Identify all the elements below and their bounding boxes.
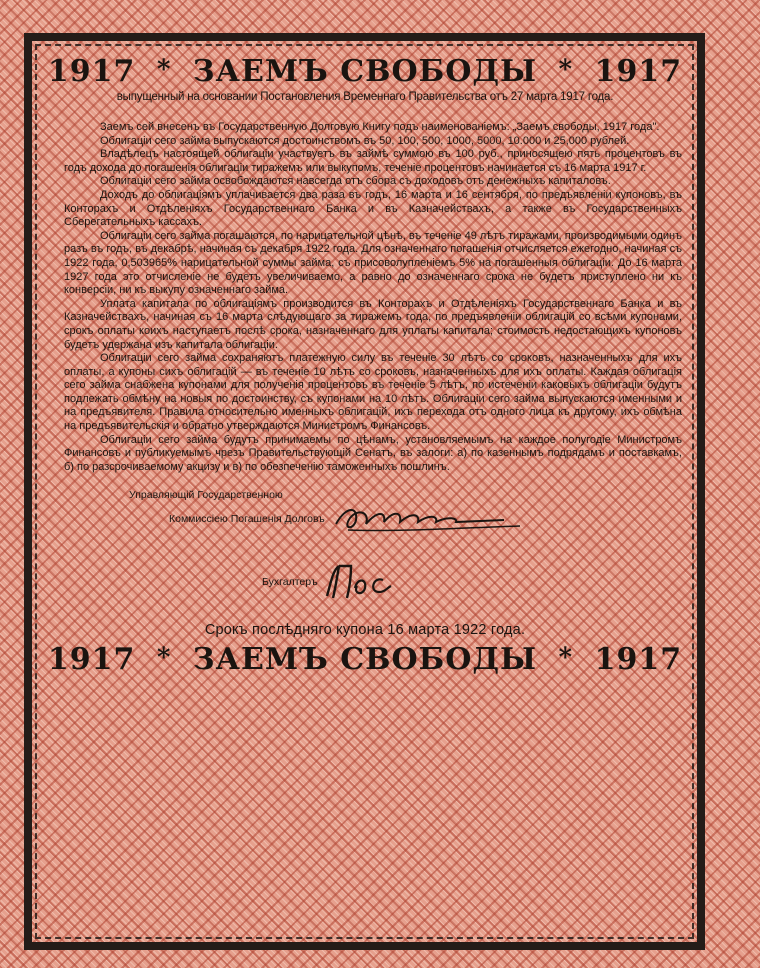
header-star-right: * [558, 55, 574, 85]
header-year-right: 1917 [594, 54, 683, 89]
last-coupon-date: Срокъ послѣдняго купона 16 марта 1922 года. [204, 622, 526, 639]
paragraph-6: Облигаціи сего займа погашаются, по нарицательной цѣнѣ, въ теченіе 49 лѣтъ тиражами, производимыми одинъ разъ въ годъ, въ декабрѣ, начиная съ декабря 1922 года. Для означеннаго погашенія отчисляется ежегодно, начиная съ 1922 года, 0,503965% нарицательной суммы займа, съ присоволупленіемъ 5% на погашенныя облигаціи. До 16 марта 1927 года это отчисленіе не будетъ увеличиваемо, а равно до означеннаго срока не будетъ приступлено ни къ конверсіи, ни къ выкупу означеннаго займа. [64, 229, 682, 297]
footer-year-left: 1917 [47, 642, 136, 678]
paragraph-2: Облигаціи сего займа выпускаются достоинствомъ въ 50, 100, 500, 1000, 5000, 10.000 и 25,000 рублей. [100, 134, 630, 147]
header-loan-title: ЗАЕМЪ СВОБОДЫ [192, 54, 538, 89]
footer-year-right: 1917 [594, 642, 683, 678]
footer-star-left: * [156, 643, 172, 674]
signature-accountant [321, 562, 401, 602]
body-text [64, 121, 682, 474]
signatory-line-1: Управляющій Государственною [129, 489, 283, 502]
footer-star-right: * [558, 643, 574, 674]
paragraph-9: Облигаціи сего займа будутъ принимаемы по цѣнамъ, установляемымъ на каждое полугодіе Министромъ Финансовъ и публикуемымъ чрезъ Правительствующій Сенатъ, въ залоги: а) по казеннымъ подрядамъ и поставкамъ, б) по разсрочиваемому акцизу и в) по обезпеченію таможенныхъ пошлинъ. [64, 433, 682, 473]
signatory-line-2: Коммиссіею Погашенія Долговъ [169, 513, 325, 526]
paragraph-3: Владѣлецъ настоящей облигаціи участвуетъ въ займѣ суммою въ 100 руб., приносящею пять процентовъ въ годъ дохода до погашенія облигаціи тиражемъ или выкупомъ, теченіе процентовъ начинается съ 16 марта 1917 г. [64, 148, 682, 174]
signatory-block [129, 488, 694, 536]
paragraph-5: Доходъ до облигаціямъ уплачивается два раза въ годъ, 16 марта и 16 сентября, по предъявленіи купоновъ, въ Конторахъ и Отдѣленіяхъ Государственнаго Банка и въ Казначействахъ, а также въ Государственныхъ Сберегательныхъ кассахъ. [64, 188, 682, 229]
accountant-block [262, 562, 694, 602]
paragraph-4: Облигаціи сего займа освобождаются навсегда отъ сбора съ доходовъ отъ денежныхъ капиталовъ. [100, 175, 611, 188]
footer-loan-title: ЗАЕМЪ СВОБОДЫ [192, 642, 538, 678]
signature-director [328, 502, 528, 536]
bond-document [36, 46, 694, 939]
accountant-label: Бухгалтеръ [262, 576, 318, 589]
footer-title [36, 642, 694, 679]
subtitle-decree: выпущенный на основании Постановления Временнаго Правительства отъ 27 марта 1917 года. [116, 91, 614, 103]
paragraph-8: Облигаціи сего займа сохраняютъ платежную силу въ теченіе 30 лѣтъ со сроковъ, назначенныхъ для ихъ оплаты, а купоны сихъ облигацій — въ теченіе 10 лѣтъ со сроковъ, назначенныхъ для ихъ оплаты. Каждая облигація сего займа снабжена купонами для полученія процентовъ въ теченіе 5 лѣтъ, по истеченіи каковыхъ облигаціи будутъ подлежать обмѣну на новыя по достоинству, съ купонами на 10 лѣтъ. Облигаціи сего займа выпускаются именными и на предъявителя. Правила относительно именныхъ облигацій, ихъ перехода отъ одного лица къ другому, ихъ обмѣна на предъявительскія и обратно утверждаются Министромъ Финансовъ. [64, 352, 682, 433]
header-star-left: * [156, 55, 172, 85]
paragraph-1: Заемъ сей внесенъ въ Государственную Долговую Книгу подъ наименованіемъ: „Заемъ свободы, 1917 года". [100, 121, 660, 133]
header-title [36, 54, 694, 91]
header-year-left: 1917 [47, 54, 136, 89]
paragraph-7: Уплата капитала по облигаціямъ производится въ Конторахъ и Отдѣленіяхъ Государственнаго Банка и въ Казначействахъ, начиная съ 16 марта слѣдующаго за тиражемъ года, по предъявленіи облигацій со всѣми купонами, срокъ оплаты коихъ наступаетъ послѣ срока, назначеннаго для уплаты капитала; стоимость недостающихъ купоновъ будетъ удержана изъ капитала облигаціи. [64, 297, 682, 351]
